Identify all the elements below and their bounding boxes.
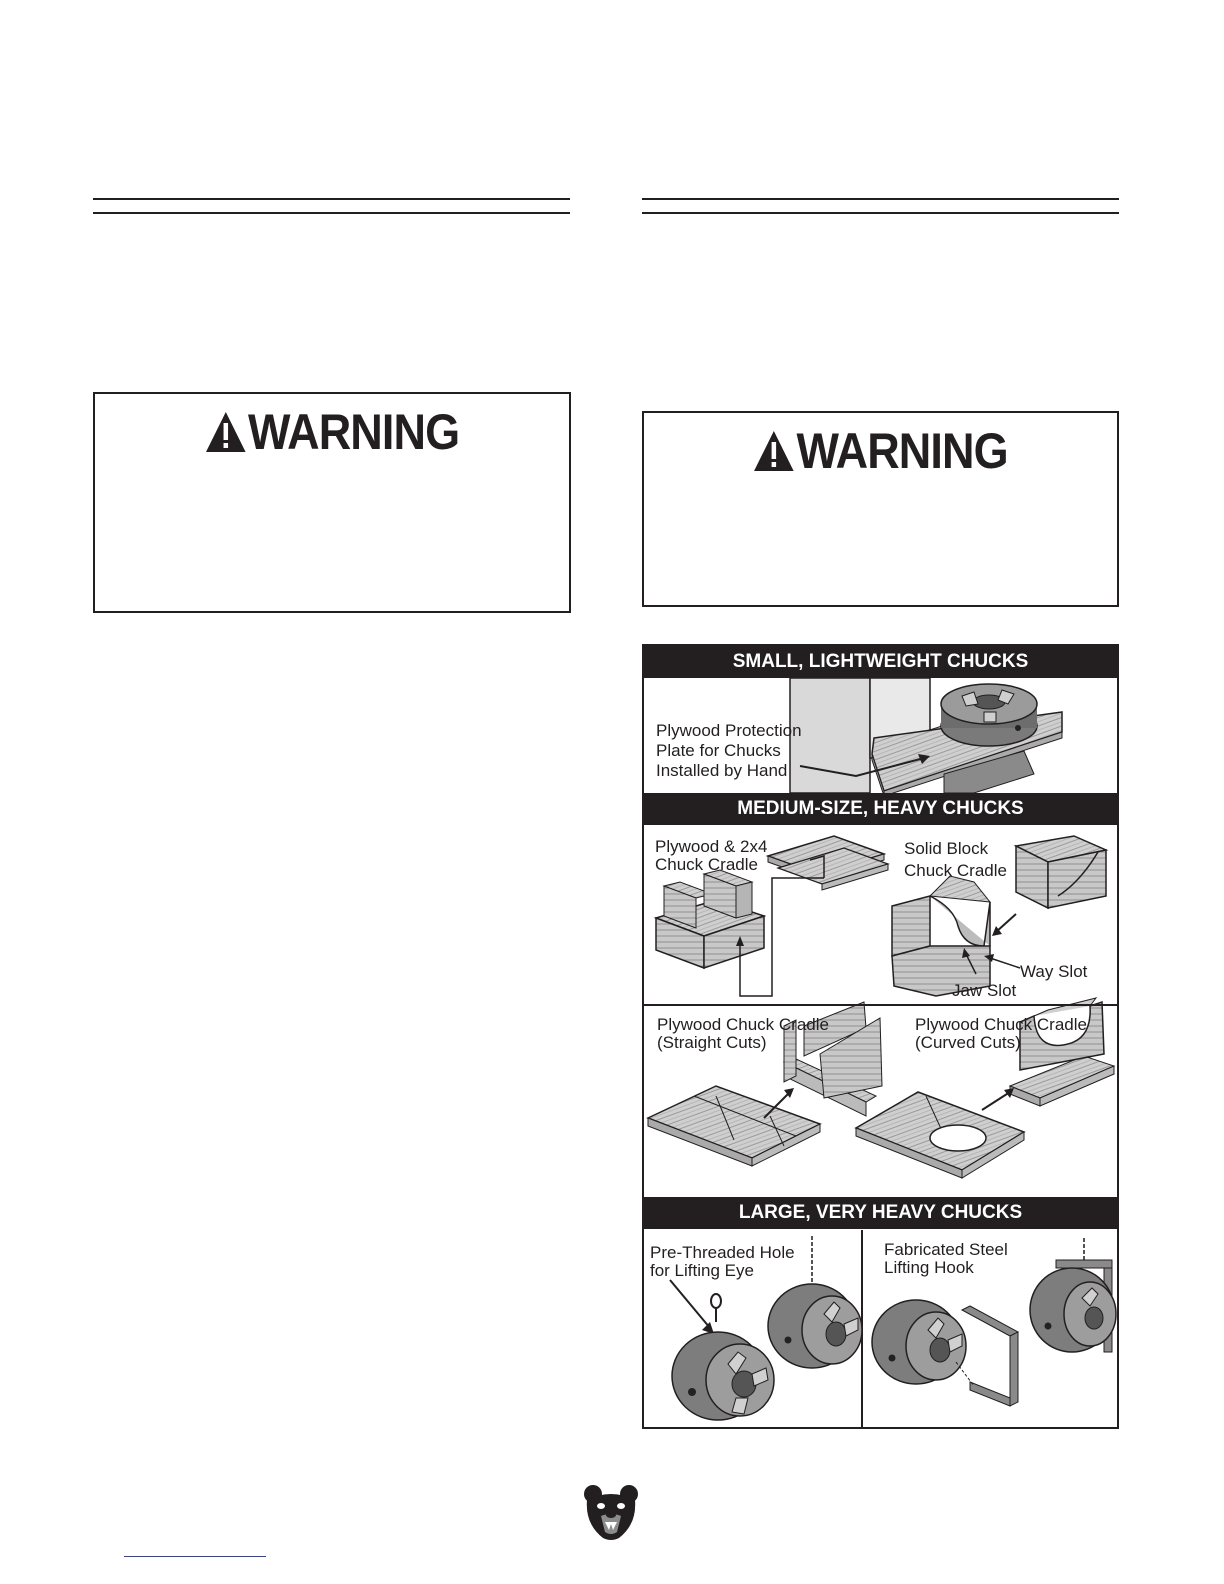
section-band-large-chucks: LARGE, VERY HEAVY CHUCKS xyxy=(644,1197,1117,1229)
warning-box-left xyxy=(93,392,571,613)
caption-plywood-protection-plate: Plywood Protection Plate for Chucks Installed by Hand xyxy=(656,721,802,780)
bear-head-logo-icon xyxy=(581,1484,641,1542)
warning-heading xyxy=(119,404,546,460)
chuck-handling-figure xyxy=(642,644,1119,1429)
caption-straight-cuts: Plywood Chuck Cradle (Straight Cuts) xyxy=(657,1015,829,1052)
footer-link-underline xyxy=(124,1556,266,1557)
warning-title: WARNING xyxy=(248,404,460,460)
caption-plywood-2x4-cradle: Plywood & 2x4 Chuck Cradle xyxy=(655,837,768,874)
warning-triangle-icon xyxy=(205,411,246,453)
section-band-small-chucks: SMALL, LIGHTWEIGHT CHUCKS xyxy=(644,646,1117,678)
section-divider xyxy=(644,1004,1117,1006)
left-column-top-rule xyxy=(93,198,570,200)
warning-heading xyxy=(668,423,1094,479)
warning-triangle-icon xyxy=(753,430,794,472)
caption-curved-cuts: Plywood Chuck Cradle (Curved Cuts) xyxy=(915,1015,1087,1052)
small-chuck-plate-illustration xyxy=(790,678,1062,796)
warning-box-right xyxy=(642,411,1119,607)
right-column-top-rule xyxy=(642,198,1119,200)
warning-title: WARNING xyxy=(796,423,1008,479)
right-column-bottom-rule xyxy=(642,212,1119,214)
section-band-medium-chucks: MEDIUM-SIZE, HEAVY CHUCKS xyxy=(644,793,1117,825)
caption-lifting-hook: Fabricated Steel Lifting Hook xyxy=(884,1240,1008,1277)
caption-lifting-eye: Pre-Threaded Hole for Lifting Eye xyxy=(650,1243,795,1280)
caption-jaw-slot: Jaw Slot xyxy=(952,981,1017,1000)
left-column-bottom-rule xyxy=(93,212,570,214)
caption-way-slot: Way Slot xyxy=(1020,962,1088,981)
caption-solid-block-cradle: Solid Block Chuck Cradle xyxy=(904,839,1007,880)
